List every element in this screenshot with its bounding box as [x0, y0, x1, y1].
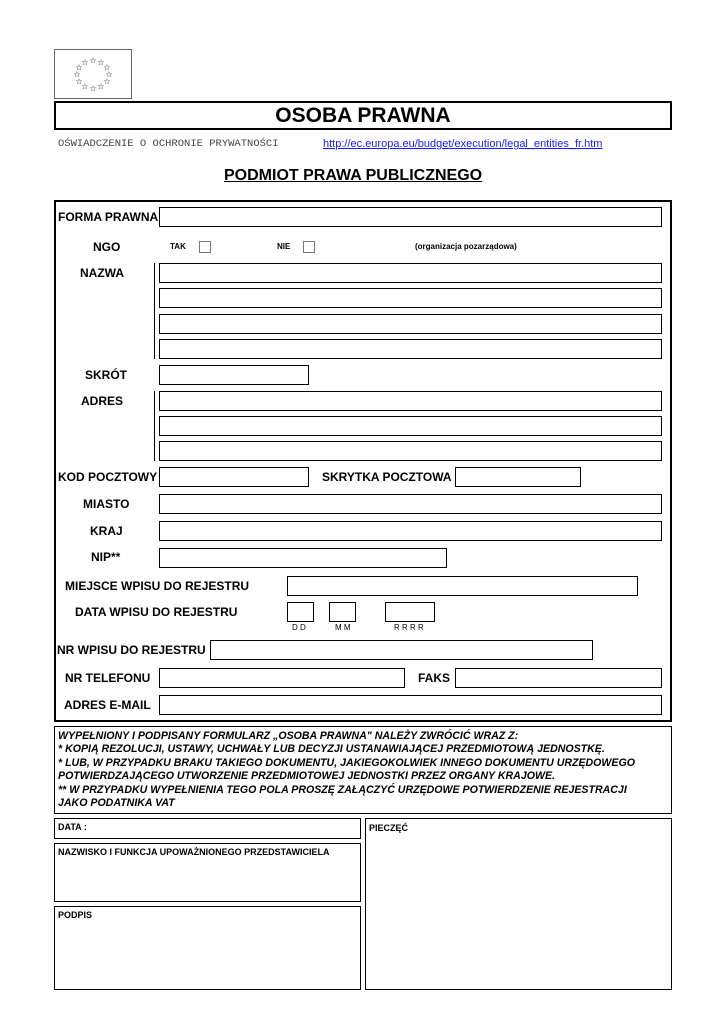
data-year-field[interactable]	[385, 602, 435, 622]
miejsce-wpisu-label: MIEJSCE WPISU DO REJESTRU	[65, 579, 250, 593]
nr-telefonu-field[interactable]	[159, 668, 405, 688]
privacy-link[interactable]: http://ec.europa.eu/budget/execution/legal_entities_fr.htm	[323, 138, 603, 150]
adres-field-1[interactable]	[159, 391, 662, 411]
dd-label: D D	[292, 623, 306, 632]
mm-label: M M	[335, 623, 351, 632]
skrot-field[interactable]	[159, 365, 309, 385]
email-label: ADRES E-MAIL	[64, 698, 151, 712]
kraj-label: KRAJ	[90, 524, 123, 538]
nazwa-label: NAZWA	[80, 266, 124, 280]
svg-text:☆: ☆	[75, 63, 83, 72]
svg-text:☆: ☆	[89, 84, 97, 93]
note-line: WYPEŁNIONY I PODPISANY FORMULARZ „OSOBA PRAWNA" NALEŻY ZWRÓCIĆ WRAZ Z:	[58, 730, 519, 742]
kod-pocztowy-label: KOD POCZTOWY	[58, 470, 158, 484]
kod-pocztowy-field[interactable]	[159, 467, 309, 487]
podpis-label: PODPIS	[58, 910, 93, 920]
adres-field-2[interactable]	[159, 416, 662, 436]
note-line: * LUB, W PRZYPADKU BRAKU TAKIEGO DOKUMENTU, JAKIEGOKOLWIEK INNEGO DOKUMENTU URZĘDOWEGO	[58, 756, 635, 769]
faks-field[interactable]	[455, 668, 662, 688]
skrytka-pocztowa-label: SKRYTKA POCZTOWA	[322, 470, 452, 484]
note-line: JAKO PODATNIKA VAT	[58, 797, 175, 810]
miasto-label: MIASTO	[83, 497, 130, 511]
svg-text:☆: ☆	[81, 58, 89, 67]
nazwa-field-4[interactable]	[159, 339, 662, 359]
title-bar	[54, 101, 672, 130]
pieczec-box[interactable]	[365, 818, 672, 990]
data-box[interactable]	[54, 818, 361, 839]
kraj-field[interactable]	[159, 521, 662, 541]
nazwa-field-3[interactable]	[159, 314, 662, 334]
nr-wpisu-field[interactable]	[210, 640, 593, 660]
nip-field[interactable]	[159, 548, 447, 568]
faks-label: FAKS	[418, 671, 451, 685]
svg-text:☆: ☆	[105, 70, 113, 79]
nazwisko-label: NAZWISKO I FUNKCJA UPOWAŻNIONEGO PRZEDSTAWICIELA	[58, 847, 330, 857]
data-month-field[interactable]	[329, 602, 356, 622]
page-subtitle: PODMIOT PRAWA PUBLICZNEGO	[224, 167, 483, 184]
data-label: DATA :	[58, 822, 87, 832]
email-field[interactable]	[159, 695, 662, 715]
note-line: ** W PRZYPADKU WYPEŁNIENIA TEGO POLA PROSZĘ ZAŁĄCZYĆ URZĘDOWE POTWIERDZENIE REJESTRACJI	[58, 783, 627, 796]
miasto-field[interactable]	[159, 494, 662, 514]
adres-label: ADRES	[81, 394, 124, 408]
svg-text:☆: ☆	[73, 70, 81, 79]
rrrr-label: R R R R	[394, 623, 424, 632]
data-wpisu-label: DATA WPISU DO REJESTRU	[75, 605, 238, 619]
svg-text:☆: ☆	[97, 58, 105, 67]
tak-label: TAK	[170, 242, 186, 251]
data-day-field[interactable]	[287, 602, 314, 622]
svg-text:☆: ☆	[103, 63, 111, 72]
forma-prawna-field[interactable]	[159, 207, 662, 227]
svg-text:☆: ☆	[89, 56, 97, 65]
adres-field-3[interactable]	[159, 441, 662, 461]
nip-label: NIP**	[91, 550, 121, 564]
nazwa-field-2[interactable]	[159, 288, 662, 308]
skrytka-pocztowa-field[interactable]	[455, 467, 581, 487]
ngo-note: (organizacja pozarządowa)	[415, 242, 517, 251]
nazwa-field-1[interactable]	[159, 263, 662, 283]
nazwa-bracket	[154, 263, 155, 359]
svg-text:☆: ☆	[103, 77, 111, 86]
nie-checkbox[interactable]	[303, 241, 315, 253]
pieczec-label: PIECZĘĆ	[369, 823, 409, 833]
adres-bracket	[154, 391, 155, 461]
skrot-label: SKRÓT	[85, 368, 127, 382]
eu-flag-icon	[55, 50, 131, 98]
page-title: OSOBA PRAWNA	[275, 104, 451, 127]
nr-wpisu-label: NR WPISU DO REJESTRU	[57, 643, 206, 657]
ngo-label: NGO	[93, 240, 121, 254]
eu-flag-logo	[54, 49, 132, 99]
nie-label: NIE	[277, 242, 291, 251]
tak-checkbox[interactable]	[199, 241, 211, 253]
svg-text:☆: ☆	[97, 82, 105, 91]
nr-telefonu-label: NR TELEFONU	[65, 671, 151, 685]
note-line: * KOPIĄ REZOLUCJI, USTAWY, UCHWAŁY LUB DECYZJI USTANAWIAJĄCEJ PRZEDMIOTOWĄ JEDNOSTKĘ.	[58, 743, 605, 756]
note-line: POTWIERDZAJĄCEGO UTWORZENIE PRZEDMIOTOWEJ JEDNOSTKI PRZEZ ORGANY KRAJOWE.	[58, 770, 555, 783]
svg-text:☆: ☆	[81, 82, 89, 91]
notes-text	[58, 730, 635, 810]
privacy-label: OŚWIADCZENIE O OCHRONIE PRYWATNOŚCI	[58, 138, 279, 150]
forma-prawna-label: FORMA PRAWNA	[58, 210, 159, 224]
svg-text:☆: ☆	[75, 77, 83, 86]
podpis-box[interactable]	[54, 906, 361, 990]
miejsce-wpisu-field[interactable]	[287, 576, 638, 596]
